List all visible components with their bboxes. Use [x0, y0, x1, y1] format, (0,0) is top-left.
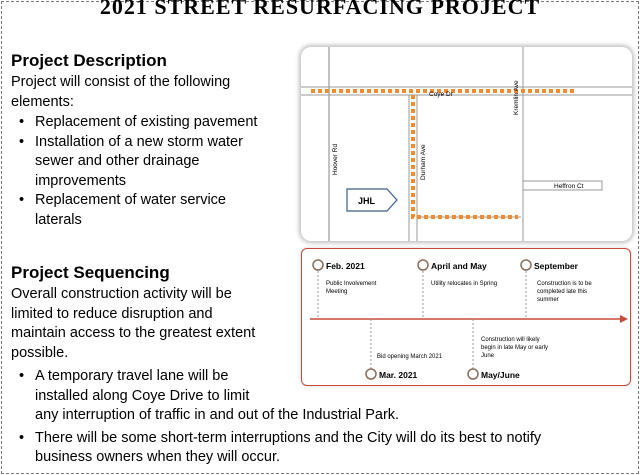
timeline-marker-icon [313, 260, 323, 270]
timeline-marker-icon [366, 369, 376, 379]
page-title: 2021 STREET RESURFACING PROJECT [99, 0, 541, 19]
bullet-text: • Replacement of existing pavement [35, 114, 258, 130]
event-desc: begin in late May or early [481, 345, 549, 351]
bullet-text: business owners when they will occur. [35, 449, 281, 465]
event-desc: Utility relocates in Spring [431, 281, 498, 287]
bullet-item [19, 191, 257, 230]
timeline-arrowhead [620, 315, 628, 323]
bullet-text: • Replacement of water service [35, 192, 226, 208]
bullet-item [19, 133, 257, 192]
jhl-marker-label: JHL [358, 196, 376, 206]
timeline-event-september [521, 260, 592, 319]
resurfacing-route-durham [413, 95, 518, 217]
timeline-event-april-may [418, 260, 497, 319]
event-desc: Bid opening March 2021 [377, 354, 443, 360]
event-desc: completed late this [537, 289, 588, 295]
bullet-text: laterals [35, 211, 82, 228]
timeline-event-feb-2021 [313, 260, 377, 319]
event-date: April and May [431, 261, 487, 271]
event-desc: summer [537, 297, 559, 303]
event-desc: June [481, 353, 495, 359]
kremlin-ave-label: Kremlin Ave [513, 80, 520, 115]
bullet-text: sewer and other drainage [35, 153, 200, 169]
timeline-event-mar-2021 [366, 319, 443, 380]
hoover-rd-label: Hoover Rd [332, 143, 339, 175]
timeline-drawing [302, 249, 632, 387]
heffron-ct-label: Heffron Ct [554, 183, 584, 190]
description-intro-line: elements: [11, 93, 74, 110]
map-drawing [301, 47, 632, 241]
sequencing-intro [11, 285, 255, 363]
bullet-item [19, 113, 257, 133]
event-desc: Public Involvement [326, 281, 377, 287]
event-desc: Construction will likely [481, 337, 540, 343]
event-date: May/June [481, 370, 520, 380]
timeline-marker-icon [418, 260, 428, 270]
sequencing-line: Overall construction activity will be [11, 286, 232, 302]
sequencing-line: possible. [11, 344, 69, 361]
sequencing-line: maintain access to the greatest extent [11, 325, 256, 341]
sequencing-line: limited to reduce disruption and [11, 305, 213, 322]
project-map [301, 47, 632, 241]
description-bullet-list [19, 113, 257, 230]
bullet-text: any interruption of traffic in and out of the Industrial Park. [35, 407, 400, 423]
event-desc: Meeting [326, 289, 348, 295]
coye-dr-label: Coye Dr [429, 91, 453, 98]
project-timeline [301, 248, 631, 386]
bullet-text: • A temporary travel lane will be [35, 368, 229, 384]
event-date: September [534, 261, 578, 271]
event-date: Mar. 2021 [379, 370, 418, 380]
durham-ave-label: Durham Ave [420, 144, 427, 180]
bullet-text: installed along Coye Drive to limit [35, 387, 250, 404]
bullet-text: • Installation of a new storm water [35, 133, 243, 150]
event-desc: Construction is to be [537, 281, 592, 287]
description-intro-line: Project will consist of the following [11, 74, 231, 90]
description-heading: Project Description [11, 51, 167, 70]
sequencing-heading: Project Sequencing [11, 263, 170, 282]
bullet-text: • There will be some short-term interruptions and the City will do its best to notify [35, 429, 542, 446]
timeline-marker-icon [468, 369, 478, 379]
timeline-event-may-june [468, 319, 548, 380]
bullet-text: improvements [35, 172, 127, 189]
description-intro [11, 73, 230, 112]
event-date: Feb. 2021 [326, 261, 365, 271]
bullet-item [19, 429, 541, 468]
timeline-marker-icon [521, 260, 531, 270]
